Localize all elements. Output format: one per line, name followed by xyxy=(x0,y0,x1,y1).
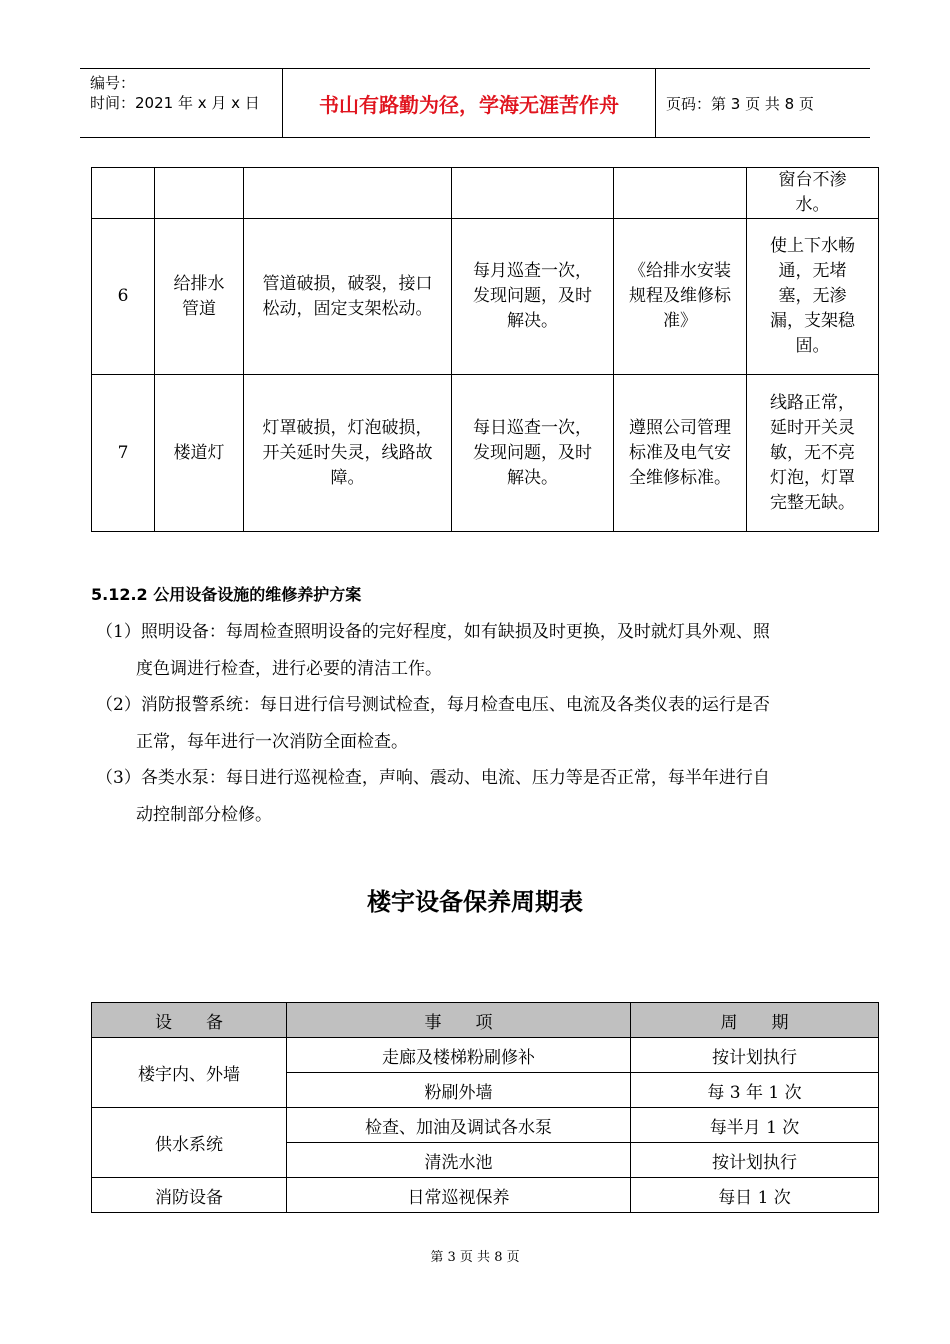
section-item xyxy=(96,614,866,688)
row-standard: 遵照公司管理标准及电气安全维修标准。 xyxy=(614,375,747,532)
row-item: 给排水管道 xyxy=(155,219,244,375)
table-row xyxy=(92,219,879,375)
row-frequency: 每月巡查一次，发现问题，及时解决。 xyxy=(452,219,614,375)
cycle-cell: 每 3 年 1 次 xyxy=(631,1073,879,1108)
page-footer: 第 3 页 共 8 页 xyxy=(430,1250,520,1265)
task-cell: 粉刷外墙 xyxy=(287,1073,631,1108)
device-cell: 消防设备 xyxy=(92,1178,287,1213)
section-item xyxy=(96,760,866,834)
row-frequency: 每日巡查一次，发现问题，及时解决。 xyxy=(452,375,614,532)
device-cell: 楼宇内、外墙 xyxy=(92,1038,287,1108)
section-item xyxy=(96,687,866,761)
cycle-cell: 按计划执行 xyxy=(631,1038,879,1073)
task-cell: 走廊及楼梯粉刷修补 xyxy=(287,1038,631,1073)
row-goal: 线路正常，延时开关灵敏，无不亮灯泡，灯罩完整无缺。 xyxy=(747,375,879,532)
cycle-cell: 每半月 1 次 xyxy=(631,1108,879,1143)
table-row xyxy=(92,1038,879,1073)
row-number: 7 xyxy=(92,375,155,532)
header-number: 编号： xyxy=(90,74,136,92)
header-cycle: 周 期 xyxy=(631,1003,879,1038)
row-frequency xyxy=(452,168,614,219)
maintenance-table xyxy=(91,167,879,532)
task-cell: 检查、加油及调试各水泵 xyxy=(287,1108,631,1143)
section-item-line: （2）消防报警系统：每日进行信号测试检查，每月检查电压、电流及各类仪表的运行是否 xyxy=(96,695,770,715)
device-cell: 供水系统 xyxy=(92,1108,287,1178)
page-header xyxy=(80,68,870,138)
section-item-continuation: 正常，每年进行一次消防全面检查。 xyxy=(136,732,408,752)
table-row xyxy=(92,1108,879,1143)
row-number: 6 xyxy=(92,219,155,375)
row-item xyxy=(155,168,244,219)
row-goal: 窗台不渗水。 xyxy=(747,168,879,219)
header-task: 事 项 xyxy=(287,1003,631,1038)
header-meta xyxy=(80,69,282,137)
section-item-line: （3）各类水泵：每日进行巡视检查，声响、震动、电流、压力等是否正常，每半年进行自 xyxy=(96,768,770,788)
section-item-continuation: 动控制部分检修。 xyxy=(136,805,272,825)
row-issue: 管道破损，破裂，接口松动，固定支架松动。 xyxy=(244,219,452,375)
row-standard: 《给排水安装规程及维修标准》 xyxy=(614,219,747,375)
cycle-cell: 每日 1 次 xyxy=(631,1178,879,1213)
table-row xyxy=(92,168,879,219)
row-issue xyxy=(244,168,452,219)
row-issue: 灯罩破损，灯泡破损，开关延时失灵，线路故障。 xyxy=(244,375,452,532)
task-cell: 日常巡视保养 xyxy=(287,1178,631,1213)
section-title: 5.12.2 公用设备设施的维修养护方案 xyxy=(91,585,362,604)
row-item: 楼道灯 xyxy=(155,375,244,532)
schedule-title: 楼宇设备保养周期表 xyxy=(367,888,583,916)
schedule-table xyxy=(91,1002,879,1213)
row-goal: 使上下水畅通，无堵塞，无渗漏，支架稳固。 xyxy=(747,219,879,375)
table-header-row xyxy=(92,1003,879,1038)
section-item-continuation: 度色调进行检查，进行必要的清洁工作。 xyxy=(136,659,442,679)
header-page-info: 页码：第 3 页 共 8 页 xyxy=(666,94,814,113)
row-number xyxy=(92,168,155,219)
header-device: 设 备 xyxy=(92,1003,287,1038)
table-row xyxy=(92,1178,879,1213)
cycle-cell: 按计划执行 xyxy=(631,1143,879,1178)
section-item-line: （1）照明设备：每周检查照明设备的完好程度，如有缺损及时更换，及时就灯具外观、照 xyxy=(96,622,770,642)
table-row xyxy=(92,375,879,532)
header-motto: 书山有路勤为径，学海无涯苦作舟 xyxy=(282,69,656,137)
header-time: 时间：2021 年 x 月 x 日 xyxy=(90,94,260,112)
row-standard xyxy=(614,168,747,219)
task-cell: 清洗水池 xyxy=(287,1143,631,1178)
